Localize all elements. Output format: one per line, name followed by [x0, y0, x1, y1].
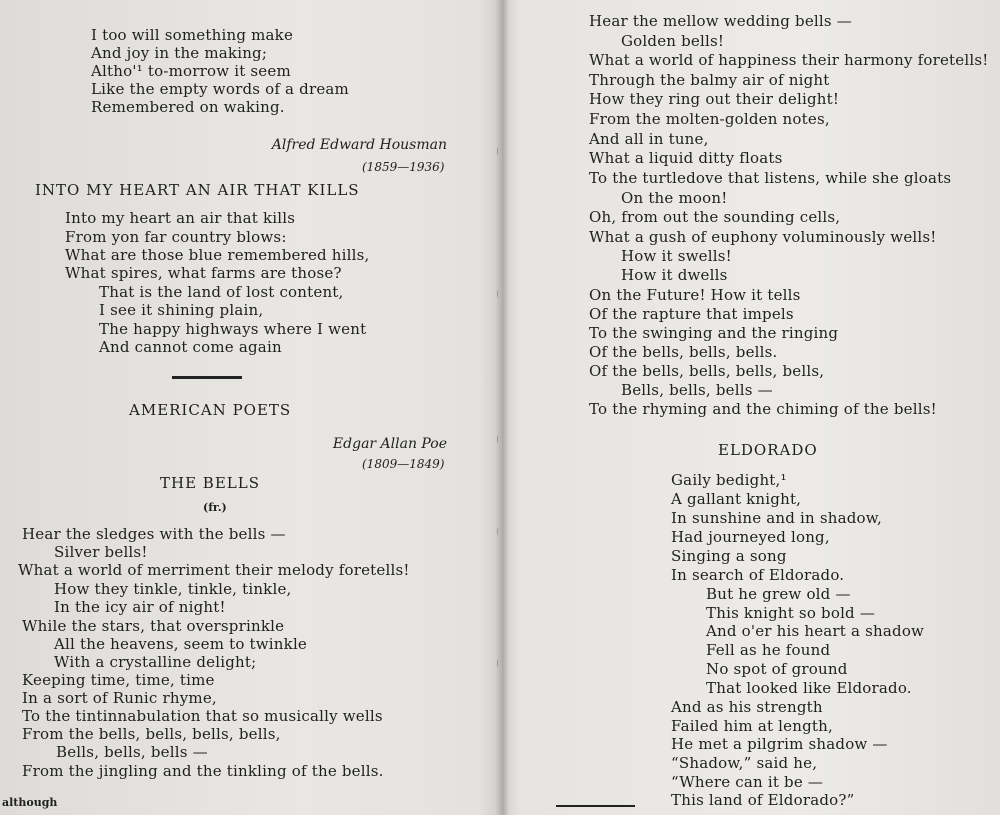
left-page: [0, 0, 495, 815]
poem-line: While the stars, that oversprinkle: [22, 617, 285, 635]
poem-line: That looked like Eldorado.: [706, 679, 912, 697]
right-page: [509, 0, 1000, 815]
poem-line: How they ring out their delight!: [589, 90, 840, 108]
footnote-rule: [556, 805, 635, 807]
poem-line: And cannot come again: [99, 338, 282, 356]
poet-name: Edgar Allan Poe: [332, 436, 447, 452]
poem-line: Fell as he found: [706, 641, 831, 659]
poem-line: Bells, bells, bells —: [56, 743, 208, 761]
poem-line: To the tintinnabulation that so musically wells: [22, 707, 383, 725]
poem-line: I too will something make: [91, 26, 294, 44]
poem-line: To the swinging and the ringing: [589, 324, 839, 342]
binding-stitch: [497, 436, 503, 443]
binding-stitch: [497, 528, 503, 535]
poem-line: And o'er his heart a shadow: [706, 622, 925, 640]
poem-line: Golden bells!: [621, 32, 725, 50]
poem-line: This land of Eldorado?”: [671, 791, 855, 809]
binding-stitch: [497, 148, 503, 155]
poem-line: From the jingling and the tinkling of the bells.: [22, 762, 384, 780]
poem-line: Singing a song: [671, 547, 787, 565]
poem-line: What a world of happiness their harmony foretells!: [589, 51, 989, 69]
poem-line: To the rhyming and the chiming of the bells!: [589, 400, 937, 418]
poem-line: What are those blue remembered hills,: [65, 246, 370, 264]
poem-line: Bells, bells, bells —: [621, 381, 773, 399]
poem-line: And all in tune,: [589, 130, 709, 148]
poem-line: Hear the sledges with the bells —: [22, 525, 286, 543]
poem-line: Keeping time, time, time: [22, 671, 215, 689]
poem-line: With a crystalline delight;: [54, 653, 257, 671]
poem-title: THE BELLS: [160, 474, 260, 492]
binding-stitch: [497, 290, 503, 297]
poem-line: A gallant knight,: [671, 490, 802, 508]
poem-line: Gaily bedight,¹: [671, 471, 787, 489]
poem-line: He met a pilgrim shadow —: [671, 735, 888, 753]
poem-line: This knight so bold —: [706, 604, 876, 622]
poem-line: Of the bells, bells, bells, bells,: [589, 362, 825, 380]
poem-line: What a liquid ditty floats: [589, 149, 783, 167]
binding-stitch: [497, 660, 503, 667]
poem-line: To the turtledove that listens, while she gloats: [589, 169, 952, 187]
poem-line: Through the balmy air of night: [589, 71, 830, 89]
poem-line: From the bells, bells, bells, bells,: [22, 725, 281, 743]
poem-line: How it dwells: [621, 266, 728, 284]
poem-line: No spot of ground: [706, 660, 848, 678]
poem-line: From the molten-golden notes,: [589, 110, 830, 128]
poem-line: “Where can it be —: [671, 773, 824, 791]
poem-line: In a sort of Runic rhyme,: [22, 689, 217, 707]
poem-line: What a world of merriment their melody foretells!: [18, 561, 410, 579]
poem-title: INTO MY HEART AN AIR THAT KILLS: [35, 181, 360, 199]
poem-line: From yon far country blows:: [65, 228, 287, 246]
poem-line: Oh, from out the sounding cells,: [589, 208, 841, 226]
poem-line: Silver bells!: [54, 543, 148, 561]
poet-dates: (1809—1849): [362, 457, 445, 471]
poem-line: How they tinkle, tinkle, tinkle,: [54, 580, 292, 598]
poem-note: (fr.): [203, 501, 227, 514]
poem-line: And as his strength: [671, 698, 823, 716]
poem-line: I see it shining plain,: [99, 301, 264, 319]
poem-line: Like the empty words of a dream: [91, 80, 349, 98]
poem-line: Of the bells, bells, bells.: [589, 343, 778, 361]
poem-line: What spires, what farms are those?: [65, 264, 342, 282]
poet-dates: (1859—1936): [362, 160, 445, 174]
poem-title: ELDORADO: [718, 441, 818, 459]
poem-line: Failed him at length,: [671, 717, 833, 735]
poem-line: Altho'¹ to-morrow it seem: [91, 62, 291, 80]
poem-line: In the icy air of night!: [54, 598, 226, 616]
poem-line: Of the rapture that impels: [589, 305, 794, 323]
poem-line: Remembered on waking.: [91, 98, 285, 116]
poem-line: How it swells!: [621, 247, 732, 265]
catchword: although: [2, 796, 58, 809]
poem-line: What a gush of euphony voluminously wells!: [589, 228, 937, 246]
poem-line: All the heavens, seem to twinkle: [54, 635, 308, 653]
poem-line: Into my heart an air that kills: [65, 209, 296, 227]
poem-line: That is the land of lost content,: [99, 283, 344, 301]
poem-line: Had journeyed long,: [671, 528, 830, 546]
section-divider: [172, 376, 242, 379]
poem-line: On the moon!: [621, 189, 728, 207]
poem-line: In search of Eldorado.: [671, 566, 845, 584]
poem-line: The happy highways where I went: [99, 320, 367, 338]
poem-line: Hear the mellow wedding bells —: [589, 12, 852, 30]
poet-name: Alfred Edward Housman: [271, 137, 447, 153]
poem-line: “Shadow,” said he,: [671, 754, 818, 772]
poem-line: On the Future! How it tells: [589, 286, 801, 304]
poem-line: In sunshine and in shadow,: [671, 509, 882, 527]
section-title: AMERICAN POETS: [129, 401, 292, 419]
poem-line: But he grew old —: [706, 585, 851, 603]
poem-line: And joy in the making;: [91, 44, 268, 62]
book-gutter: [495, 0, 509, 815]
